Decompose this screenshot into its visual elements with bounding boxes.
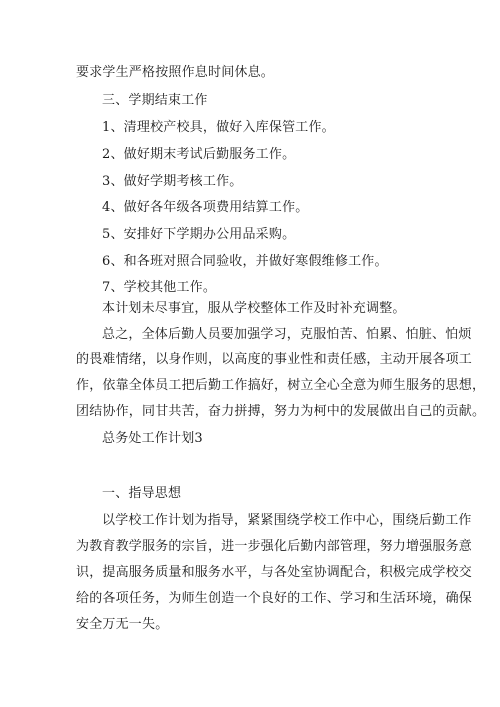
section-heading: 一、指导思想 bbox=[102, 486, 182, 501]
paragraph-line: 识，提高服务质量和服务水平，与各处室协调配合，积极完成学校交 bbox=[76, 565, 473, 580]
section-title: 总务处工作计划3 bbox=[102, 431, 203, 446]
paragraph-line: 总之，全体后勤人员要加强学习，克服怕苦、怕累、怕脏、怕烦 bbox=[102, 327, 472, 342]
section-heading: 三、学期结束工作 bbox=[102, 93, 208, 108]
list-item: 5、安排好下学期办公用品采购。 bbox=[102, 227, 296, 242]
list-item: 1、清理校产校具，做好入库保管工作。 bbox=[102, 120, 335, 135]
paragraph-line: 的畏难情绪，以身作则，以高度的事业性和责任感，主动开展各项工 bbox=[76, 352, 473, 367]
paragraph-line: 以学校工作计划为指导，紧紧围绕学校工作中心，围绕后勤工作 bbox=[102, 513, 472, 528]
list-item: 2、做好期末考试后勤服务工作。 bbox=[102, 147, 296, 162]
paragraph-line: 给的各项任务，为师生创造一个良好的工作、学习和生活环境，确保 bbox=[76, 591, 473, 606]
paragraph-line: 本计划未尽事宜，服从学校整体工作及时补充调整。 bbox=[102, 301, 406, 316]
paragraph-line: 为教育教学服务的宗旨，进一步强化后勤内部管理，努力增强服务意 bbox=[76, 539, 473, 554]
paragraph-line: 团结协作，同甘共苦，奋力拼搏，努力为柯中的发展做出自己的贡献。 bbox=[76, 404, 486, 419]
list-item: 4、做好各年级各项费用结算工作。 bbox=[102, 200, 309, 215]
paragraph-line: 安全万无一失。 bbox=[76, 617, 169, 632]
paragraph-line: 作，依靠全体员工把后勤工作搞好，树立全心全意为师生服务的思想， bbox=[76, 378, 486, 393]
list-item: 6、和各班对照合同验收，并做好寒假维修工作。 bbox=[102, 254, 388, 269]
paragraph-line: 要求学生严格按照作息时间休息。 bbox=[76, 65, 275, 80]
list-item: 3、做好学期考核工作。 bbox=[102, 174, 243, 189]
list-item: 7、学校其他工作。 bbox=[102, 280, 217, 295]
